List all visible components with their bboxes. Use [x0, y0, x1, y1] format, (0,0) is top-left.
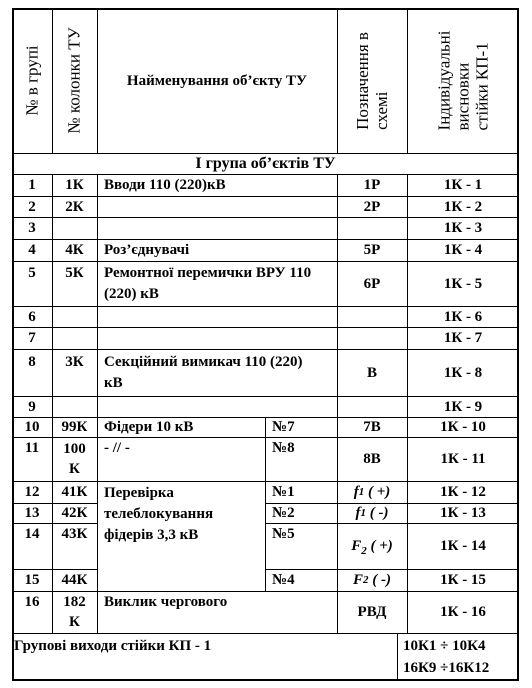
vline-2b	[97, 174, 98, 633]
row-15-column: 44К	[61, 572, 88, 588]
hline-r10	[12, 437, 519, 438]
row-12-mark: f 1 ( +)	[353, 484, 391, 500]
row-1-column: 1К	[65, 177, 84, 193]
row-11-num: 11	[24, 440, 40, 456]
row-3-num: 3	[28, 220, 36, 236]
row-1-num: 1	[28, 177, 36, 193]
row-15-mark: F 2 ( -)	[352, 572, 391, 588]
row-10-sub: №7	[272, 419, 295, 435]
hline-r13a	[12, 523, 97, 524]
row-1-name: Вводи 110 (220)кВ	[104, 177, 226, 193]
header-scheme	[337, 8, 407, 153]
row-14-mark-text	[351, 537, 393, 555]
row-11-column: 100 К	[63, 441, 86, 477]
rows-12-15-name: Перевірка телеблокування фідерів 3,3 кВ	[104, 485, 214, 543]
vline-4	[407, 8, 408, 153]
row-16-out: 1К - 16	[440, 604, 486, 620]
row-5-name: Ремонтної перемички ВРУ 110 (220) кВ	[104, 264, 312, 302]
row-15-sub: №4	[272, 572, 295, 588]
hline-r5	[12, 306, 519, 307]
header-conclusions-text	[435, 31, 492, 131]
row-6-num: 6	[28, 308, 36, 325]
border-right	[517, 8, 519, 681]
row-7-out: 1К - 7	[443, 330, 483, 346]
header-conclusions-line-3: стійки КП-1	[472, 42, 492, 131]
row-4-name: Роз’єднувачі	[104, 242, 190, 258]
footer-value-1: 10К1 ÷ 10К4	[403, 638, 486, 654]
header-tu-column	[52, 8, 97, 153]
header-scheme-line-2: схемі	[372, 90, 391, 130]
row-5-num: 5	[28, 265, 36, 281]
vline-4b	[407, 174, 408, 633]
row-3-out: 1К - 3	[443, 220, 483, 236]
header-conclusions-line-2: висновки	[453, 62, 473, 131]
hline-r1	[12, 196, 519, 197]
row-15-out: 1К - 15	[440, 572, 486, 588]
header-group-num	[12, 8, 52, 153]
row-5-out: 1К - 5	[443, 275, 483, 292]
row-12-mark-f: f	[353, 484, 359, 500]
header-conclusions	[407, 8, 519, 153]
hline-r12b	[265, 503, 519, 504]
vline-2	[97, 8, 98, 153]
row-5-column: 5К	[65, 265, 84, 281]
hline-r9	[12, 417, 519, 418]
hline-r3	[12, 239, 519, 240]
row-13-column: 42К	[61, 505, 88, 521]
row-13-num: 13	[24, 505, 40, 521]
border-top	[12, 8, 519, 10]
row-15-mark-t: ( -)	[368, 572, 391, 588]
hline-r8	[12, 396, 519, 397]
row-12-out: 1К - 12	[440, 484, 486, 500]
hline-header	[12, 153, 519, 154]
hline-r16	[12, 633, 519, 634]
hline-group	[12, 174, 519, 175]
row-12-mark-t: ( +)	[364, 484, 391, 500]
row-14-mark-i: 2	[361, 545, 367, 557]
row-2-column: 2К	[65, 198, 84, 215]
row-2-out: 1К - 2	[443, 198, 483, 215]
row-10-name: Фідери 10 кВ	[104, 419, 194, 435]
row-14-out: 1К - 14	[440, 538, 486, 554]
row-1-mark: 1Р	[363, 177, 381, 193]
hline-r13b	[265, 523, 519, 524]
hline-r14b	[265, 569, 519, 570]
group-title: І група об’єктів ТУ	[195, 154, 336, 172]
footer-label: Групові виходи стійки КП - 1	[14, 638, 212, 654]
row-5-mark: 6Р	[363, 275, 381, 292]
vline-sub	[265, 417, 266, 591]
row-8-num: 8	[28, 354, 36, 370]
header-object-name	[97, 8, 337, 153]
row-1-out: 1К - 1	[443, 177, 483, 193]
vline-3b	[337, 174, 338, 633]
header-scheme-text	[353, 32, 391, 130]
row-10-out: 1К - 10	[440, 419, 486, 435]
row-11-out: 1К - 11	[440, 451, 486, 467]
row-16-mark: РВД	[357, 604, 387, 620]
row-13-mark-t: ( -)	[366, 505, 389, 521]
row-2-num: 2	[28, 198, 36, 215]
row-4-num: 4	[28, 242, 36, 258]
row-11-sub: №8	[272, 440, 295, 456]
row-9-num: 9	[28, 398, 36, 415]
header-tu-column-text: № колонки ТУ	[65, 27, 84, 134]
hline-r4	[12, 261, 519, 262]
row-13-mark-f: f	[355, 505, 361, 521]
row-16-name: Виклик чергового	[104, 594, 228, 610]
vline-1b	[52, 174, 53, 633]
row-4-column: 4К	[65, 242, 84, 258]
row-4-out: 1К - 4	[443, 242, 483, 258]
hline-r14a	[12, 569, 97, 570]
row-11-mark: 8В	[363, 451, 381, 467]
row-8-mark: В	[366, 364, 377, 381]
row-14-sub: №5	[272, 526, 295, 542]
row-11-name: - // -	[104, 440, 130, 456]
row-14-num: 14	[24, 526, 40, 542]
hline-r6	[12, 327, 519, 328]
row-8-out: 1К - 8	[443, 364, 483, 381]
vline-3	[337, 8, 338, 153]
hline-r12a	[12, 503, 97, 504]
footer-values-text	[403, 635, 489, 679]
hline-r15	[12, 591, 519, 592]
border-bottom	[12, 679, 519, 681]
row-12-num: 12	[24, 484, 40, 500]
footer-value-2: 16К9 ÷16К12	[403, 660, 490, 676]
header-group-num-text: № в групі	[22, 45, 42, 116]
row-14-mark-f: F	[351, 538, 362, 554]
row-13-out: 1К - 13	[440, 505, 486, 521]
row-8-name: Секційний вимикач 110 (220) кВ	[104, 353, 303, 391]
row-6-out: 1К - 6	[443, 308, 483, 325]
header-conclusions-line-1: Індивідуальні	[434, 30, 454, 131]
vline-footer	[397, 633, 398, 681]
row-16-num: 16	[24, 594, 40, 610]
hline-r11	[12, 481, 519, 482]
vline-1	[52, 8, 53, 153]
row-15-num: 15	[24, 572, 40, 588]
row-12-sub: №1	[272, 484, 295, 500]
row-15-mark-f: F	[352, 572, 363, 588]
border-left	[12, 8, 14, 681]
row-14-mark	[337, 523, 407, 569]
row-7-num: 7	[28, 330, 36, 346]
row-14-mark-t: ( +)	[366, 538, 393, 554]
row-4-mark: 5Р	[363, 242, 381, 258]
row-14-column: 43К	[61, 526, 88, 542]
row-9-out: 1К - 9	[443, 398, 483, 415]
row-10-mark: 7В	[363, 419, 381, 435]
row-10-num: 10	[24, 419, 40, 435]
row-16-column: 182 К	[63, 594, 86, 630]
hline-r7	[12, 349, 519, 350]
row-8-column: 3К	[65, 354, 84, 370]
row-12-column: 41К	[61, 484, 88, 500]
tu-objects-table	[12, 8, 519, 681]
row-10-column: 99К	[61, 419, 88, 435]
row-13-sub: №2	[272, 505, 295, 521]
header-object-name-text: Найменування об’єкту ТУ	[126, 72, 308, 89]
header-scheme-line-1: Позначення в	[353, 31, 372, 130]
row-2-mark: 2Р	[363, 198, 381, 215]
hline-r2	[12, 217, 519, 218]
row-13-mark: f 1 ( -)	[355, 505, 389, 521]
footer-values	[397, 633, 519, 681]
